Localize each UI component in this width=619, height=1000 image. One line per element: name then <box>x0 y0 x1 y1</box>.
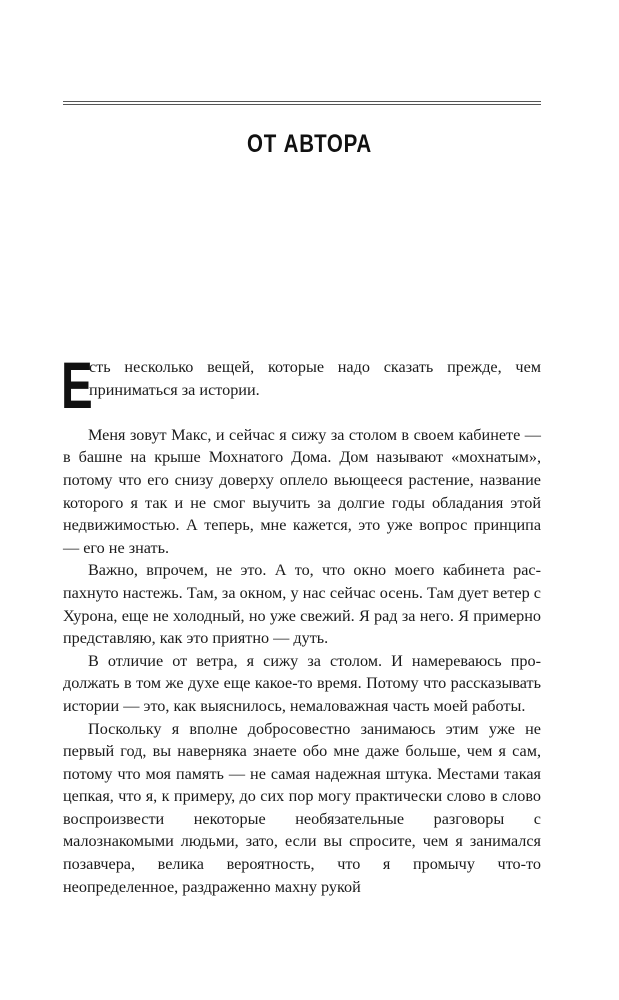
paragraph: В отличие от ветра, я сижу за столом. И намереваюсь продолжать в том же духе еще какое-то время. Потому что рассказывать истории — это, как выяснилось, немаловажная часть моей работы. <box>63 651 541 715</box>
body-text <box>61 348 541 898</box>
header-rule-upper <box>63 101 541 102</box>
paragraph: Поскольку я вполне добросовестно занимаюсь этим уже не первый год, вы наверняка знаете обо мне даже больше, чем я сам, потому что моя память — не самая надежная штука. Местами такая цепкая, что я, к примеру, до сих пор могу практически слово в слово воспроизвести некоторые необязательные разговоры с малознакомыми людьми, зато, если вы спросите, чем я занимался позавчера, велика вероятность, что я промычу что-то неопределенное, раздраженно махну рукой <box>63 719 541 896</box>
paragraph: Меня зовут Макс, и сейчас я сижу за столом в своем кабинете — в башне на крыше Мохнатого Дома. Дом называют «мохнатым», потому что его снизу доверху оплело вьющееся растение, название которого я так и не смог выучить за долгие годы обладания этой недвижимостью. А теперь, мне кажется, это уже вопрос принципа — его не знать. <box>63 425 541 557</box>
paragraph-intro <box>61 348 541 422</box>
paragraph: Важно, впрочем, не это. А то, что окно моего кабинета распахнуто настежь. Там, за окном, у нас сейчас осень. Там дует ветер с Хурона, еще не холодный, но уже свежий. Я рад за него. Я примерно представляю, как это приятно — дуть. <box>63 561 541 648</box>
paragraph-intro-text: сть несколько вещей, которые надо сказать прежде, чем приниматься за истории. <box>89 358 541 399</box>
drop-cap: Е <box>61 348 93 422</box>
header-rule-lower <box>63 104 541 105</box>
chapter-title: ОТ АВТОРА <box>246 130 372 158</box>
